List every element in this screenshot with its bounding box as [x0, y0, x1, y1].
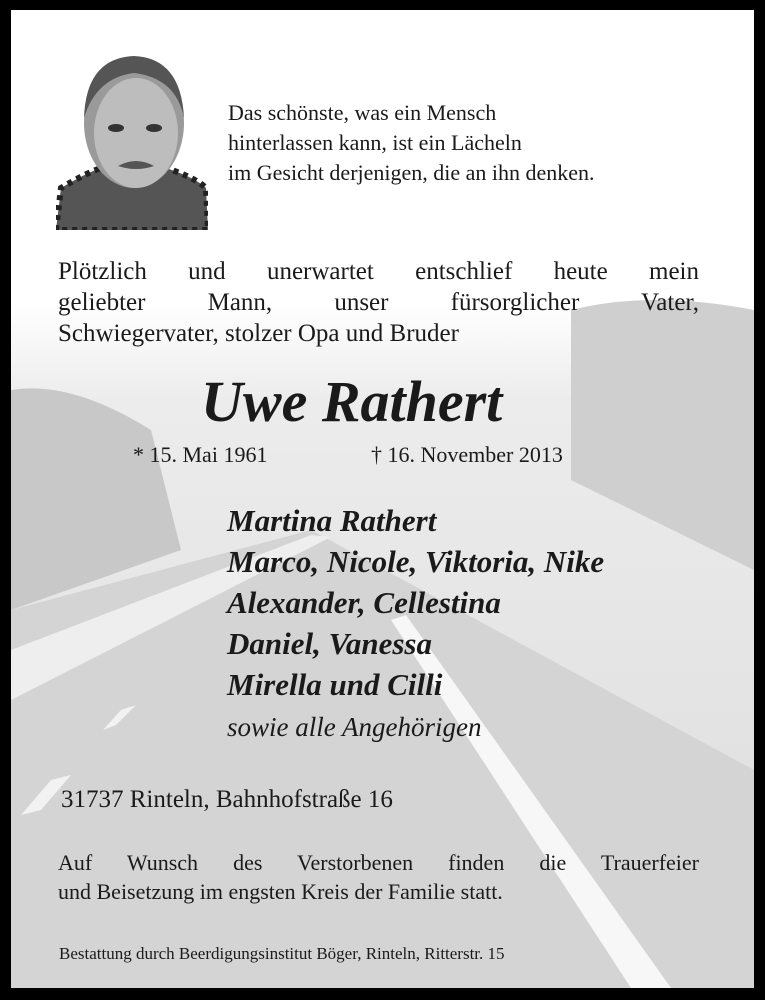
family-line: Marco, Nicole, Viktoria, Nike	[227, 544, 605, 579]
portrait-photo	[56, 38, 208, 230]
quote-line: im Gesicht derjenigen, die an ihn denken.	[228, 160, 595, 185]
funeral-home: Bestattung durch Beerdigungsinstitut Böger, Rinteln, Ritterstr. 15	[59, 944, 505, 963]
address: 31737 Rinteln, Bahnhofstraße 16	[61, 786, 393, 813]
obituary-notice	[11, 10, 754, 988]
quote-line: Das schönste, was ein Mensch	[228, 100, 497, 125]
family-line: Mirella und Cilli	[227, 667, 443, 702]
family-line: Alexander, Cellestina	[227, 585, 501, 620]
quote-line: hinterlassen kann, ist ein Lächeln	[228, 130, 522, 155]
birth-date: * 15. Mai 1961	[133, 442, 268, 467]
death-date: † 16. November 2013	[371, 442, 563, 467]
wish-line: und Beisetzung im engsten Kreis der Familie statt.	[58, 879, 503, 904]
wish-line: Auf Wunsch des Verstorbenen finden die Trauerfeier	[58, 850, 699, 875]
family-line: Martina Rathert	[227, 503, 437, 538]
intro-line: Plötzlich und unerwartet entschlief heute mein	[58, 258, 699, 285]
relatives-line: sowie alle Angehörigen	[227, 712, 482, 742]
deceased-name: Uwe Rathert	[201, 369, 503, 434]
intro-line: geliebter Mann, unser fürsorglicher Vater,	[58, 289, 699, 316]
intro-line: Schwiegervater, stolzer Opa und Bruder	[58, 320, 459, 347]
family-line: Daniel, Vanessa	[227, 626, 432, 661]
